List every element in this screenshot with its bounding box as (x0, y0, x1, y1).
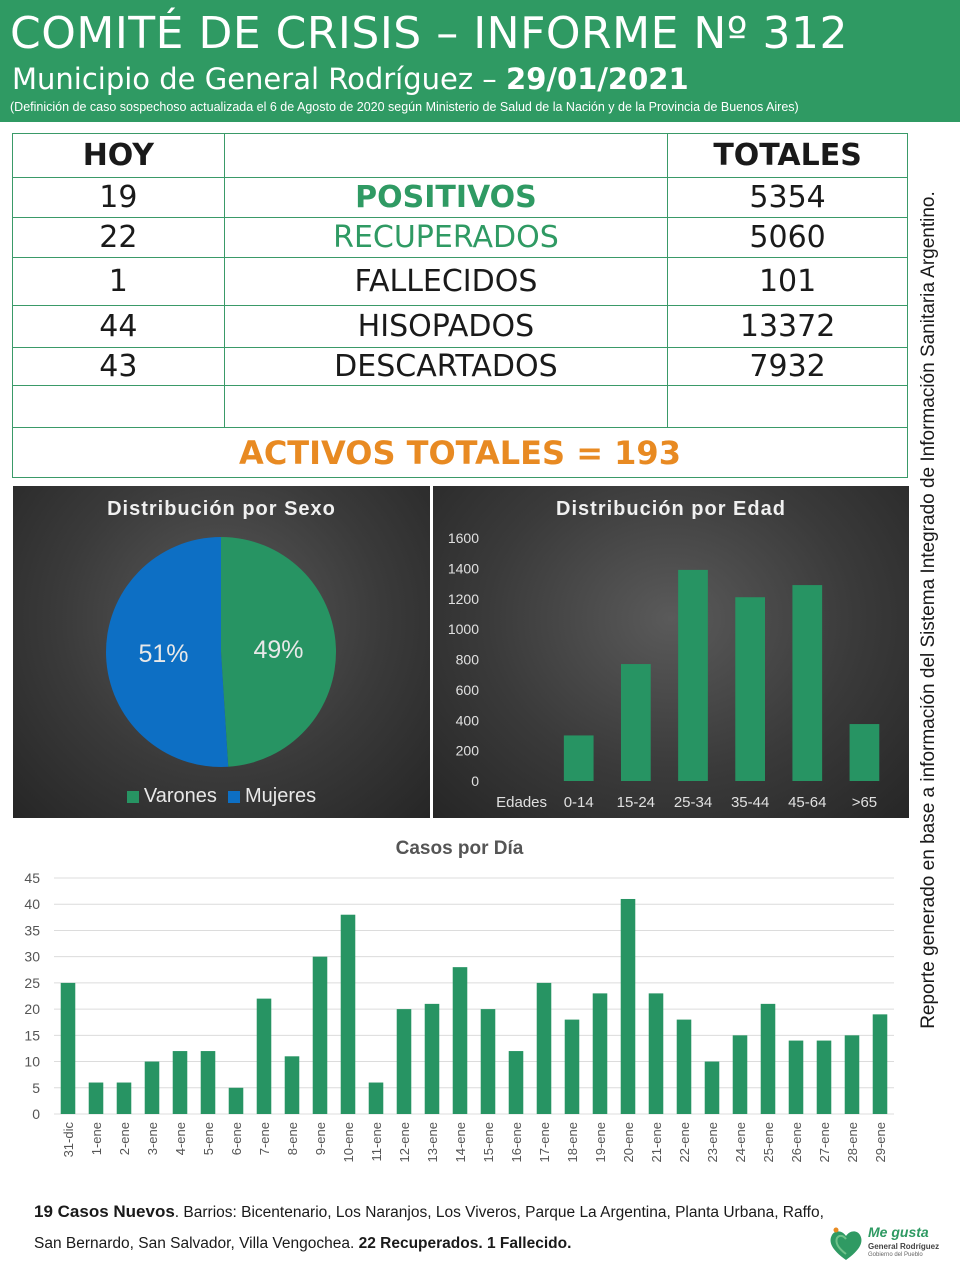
header-banner (0, 0, 960, 122)
age-x-label: 35-44 (730, 794, 770, 811)
label-positivos: POSITIVOS (224, 178, 668, 218)
age-y-tick: 1600 (447, 530, 479, 546)
legend-label-mujeres: Mujeres (245, 785, 317, 807)
daily-x-label: 5-ene (201, 1122, 216, 1156)
daily-bar-19-ene (593, 993, 608, 1114)
daily-bar-9-ene (313, 957, 328, 1114)
daily-bar-28-ene (845, 1035, 860, 1114)
daily-bar-20-ene (621, 899, 636, 1114)
daily-x-label: 6-ene (229, 1122, 244, 1156)
daily-x-label: 12-ene (397, 1122, 412, 1163)
daily-bar-6-ene (229, 1088, 244, 1114)
stats-table (12, 133, 908, 478)
age-bar-35-44 (735, 597, 765, 781)
subtitle-municipio: Municipio de General Rodríguez – (12, 62, 507, 96)
daily-x-label: 21-ene (649, 1122, 664, 1163)
footer-recuperados: 22 Recuperados. 1 Fallecido. (358, 1235, 572, 1252)
age-x-label: 25-34 (673, 794, 713, 811)
daily-x-label: 22-ene (677, 1122, 692, 1163)
daily-x-label: 11-ene (369, 1122, 384, 1162)
hoy-hisopados: 44 (13, 306, 225, 348)
legend-label-varones: Varones (143, 785, 217, 807)
daily-bar-1-ene (89, 1083, 104, 1114)
daily-bar-17-ene (537, 983, 552, 1114)
daily-x-label: 14-ene (453, 1122, 468, 1163)
empty-cell (668, 386, 908, 428)
daily-y-tick: 25 (24, 974, 40, 991)
total-fallecidos: 101 (668, 258, 908, 306)
daily-bar-12-ene (397, 1009, 412, 1114)
daily-y-tick: 0 (32, 1106, 40, 1122)
daily-bar-13-ene (425, 1004, 440, 1114)
daily-bar-5-ene (201, 1051, 216, 1114)
daily-x-label: 25-ene (761, 1122, 776, 1163)
age-bar-0-14 (564, 735, 594, 781)
daily-bar-11-ene (369, 1083, 384, 1114)
age-y-tick: 400 (455, 712, 479, 729)
age-bar-15-24 (621, 664, 651, 781)
pie-label-mujeres: 51% (138, 639, 189, 668)
daily-x-label: 18-ene (565, 1122, 580, 1163)
table-row (13, 218, 908, 258)
empty-cell (13, 386, 225, 428)
daily-x-label: 27-ene (817, 1122, 832, 1163)
total-descartados: 7932 (668, 348, 908, 386)
age-distribution-panel (433, 486, 909, 818)
daily-x-label: 19-ene (593, 1122, 608, 1163)
daily-bar-22-ene (677, 1020, 692, 1114)
daily-x-label: 17-ene (537, 1122, 552, 1163)
hoy-fallecidos: 1 (13, 258, 225, 306)
table-row-empty (13, 386, 908, 428)
activos-totales: ACTIVOS TOTALES = 193 (13, 428, 908, 478)
pie-chart-title: Distribución por Sexo (107, 498, 336, 520)
daily-x-label: 2-ene (117, 1122, 132, 1156)
daily-y-tick: 45 (24, 870, 40, 886)
daily-y-tick: 15 (24, 1027, 40, 1044)
daily-x-label: 16-ene (509, 1122, 524, 1163)
daily-y-tick: 10 (24, 1053, 40, 1070)
header-blank (224, 134, 668, 178)
daily-bar-29-ene (873, 1014, 888, 1114)
age-bar-25-34 (678, 570, 708, 781)
label-fallecidos: FALLECIDOS (224, 258, 668, 306)
label-recuperados: RECUPERADOS (224, 218, 668, 258)
daily-x-label: 9-ene (313, 1122, 328, 1156)
empty-cell (224, 386, 668, 428)
daily-bar-21-ene (649, 993, 664, 1114)
daily-x-label: 26-ene (789, 1122, 804, 1163)
total-hisopados: 13372 (668, 306, 908, 348)
daily-bar-24-ene (733, 1035, 748, 1114)
daily-bar-8-ene (285, 1056, 300, 1114)
daily-x-label: 15-ene (481, 1122, 496, 1163)
daily-bar-23-ene (705, 1062, 720, 1114)
age-y-tick: 0 (471, 773, 479, 789)
me-gusta-logo (826, 1222, 940, 1268)
legend-swatch-mujeres (228, 791, 240, 803)
daily-bar-14-ene (453, 967, 468, 1114)
daily-bar-2-ene (117, 1083, 132, 1114)
logo-main-text: Me gusta (868, 1224, 929, 1240)
daily-x-label: 28-ene (845, 1122, 860, 1163)
age-y-tick: 1400 (447, 560, 479, 577)
age-bar->65 (850, 724, 880, 781)
daily-x-label: 29-ene (873, 1122, 888, 1163)
daily-bar-3-ene (145, 1062, 160, 1114)
footer-cases: 19 Casos Nuevos (34, 1202, 175, 1221)
daily-bar-16-ene (509, 1051, 524, 1114)
age-y-tick: 1000 (447, 621, 479, 638)
report-title: COMITÉ DE CRISIS – INFORME Nº 312 (10, 8, 848, 59)
hoy-descartados: 43 (13, 348, 225, 386)
daily-bar-10-ene (341, 915, 356, 1114)
daily-x-label: 23-ene (705, 1122, 720, 1163)
daily-x-label: 20-ene (621, 1122, 636, 1163)
hoy-recuperados: 22 (13, 218, 225, 258)
age-y-tick: 800 (455, 651, 479, 668)
age-x-label: 15-24 (616, 794, 656, 811)
label-hisopados: HISOPADOS (224, 306, 668, 348)
daily-y-tick: 35 (24, 922, 40, 939)
sex-distribution-panel (13, 486, 430, 818)
daily-bar-25-ene (761, 1004, 776, 1114)
daily-bar-7-ene (257, 999, 272, 1114)
table-row (13, 258, 908, 306)
age-x-label: >65 (851, 794, 878, 811)
heart-logo-icon (826, 1224, 866, 1264)
daily-bar-27-ene (817, 1041, 832, 1114)
report-subtitle (12, 62, 689, 96)
logo-sub-text: General Rodríguez (868, 1242, 940, 1251)
daily-y-tick: 20 (24, 1001, 40, 1018)
pie-chart (13, 486, 430, 818)
age-y-tick: 1200 (447, 590, 479, 607)
total-recuperados: 5060 (668, 218, 908, 258)
footer-barrios: . Barrios: Bicentenario, Los Naranjos, Los Viveros, Parque La Argentina, Planta Urbana, Raffo, San Bernardo, San Salvador, Villa Vengochea. (34, 1204, 824, 1252)
daily-x-label: 24-ene (733, 1122, 748, 1163)
daily-bar-15-ene (481, 1009, 496, 1114)
age-chart-title: Distribución por Edad (556, 498, 786, 520)
logo-tiny-text: Gobierno del Pueblo (868, 1252, 923, 1258)
label-descartados: DESCARTADOS (224, 348, 668, 386)
daily-bar-chart (12, 830, 907, 1185)
daily-x-label: 10-ene (341, 1122, 356, 1163)
header-totales: TOTALES (668, 134, 908, 178)
daily-x-label: 4-ene (173, 1122, 188, 1156)
daily-x-label: 31-dic (61, 1122, 76, 1158)
table-row (13, 348, 908, 386)
definition-note: (Definición de caso sospechoso actualizada el 6 de Agosto de 2020 según Ministerio de Salud de la Nación y de la Provincia de Buenos Aires) (10, 100, 799, 114)
daily-x-label: 1-ene (89, 1122, 104, 1156)
daily-x-label: 3-ene (145, 1122, 160, 1156)
daily-x-label: 8-ene (285, 1122, 300, 1156)
daily-x-label: 13-ene (425, 1122, 440, 1163)
daily-y-tick: 30 (24, 948, 40, 965)
daily-y-tick: 40 (24, 896, 40, 913)
report-date: 29/01/2021 (506, 62, 689, 96)
daily-chart-title: Casos por Día (395, 838, 524, 859)
total-positivos: 5354 (668, 178, 908, 218)
pie-label-varones: 49% (253, 636, 304, 665)
header-hoy: HOY (13, 134, 225, 178)
hoy-positivos: 19 (13, 178, 225, 218)
legend-swatch-varones (127, 791, 139, 803)
age-bar-45-64 (792, 585, 822, 781)
age-y-tick: 200 (455, 742, 479, 759)
daily-bar-31-dic (61, 983, 76, 1114)
age-x-label: 45-64 (788, 794, 827, 811)
table-row (13, 178, 908, 218)
footer-summary (34, 1196, 854, 1259)
daily-y-tick: 5 (32, 1079, 40, 1096)
source-note-vertical: Reporte generado en base a información del Sistema Integrado de Información Sanitaria Argentino. (918, 191, 939, 1029)
age-bar-chart (433, 486, 909, 818)
age-x-label: Edades (496, 794, 548, 811)
age-y-tick: 600 (455, 681, 479, 698)
pie-legend (13, 785, 430, 808)
daily-cases-panel (12, 830, 907, 1185)
daily-bar-26-ene (789, 1041, 804, 1114)
daily-x-label: 7-ene (257, 1122, 272, 1156)
table-row (13, 306, 908, 348)
age-x-label: 0-14 (563, 794, 594, 811)
daily-bar-18-ene (565, 1020, 580, 1114)
daily-bar-4-ene (173, 1051, 188, 1114)
